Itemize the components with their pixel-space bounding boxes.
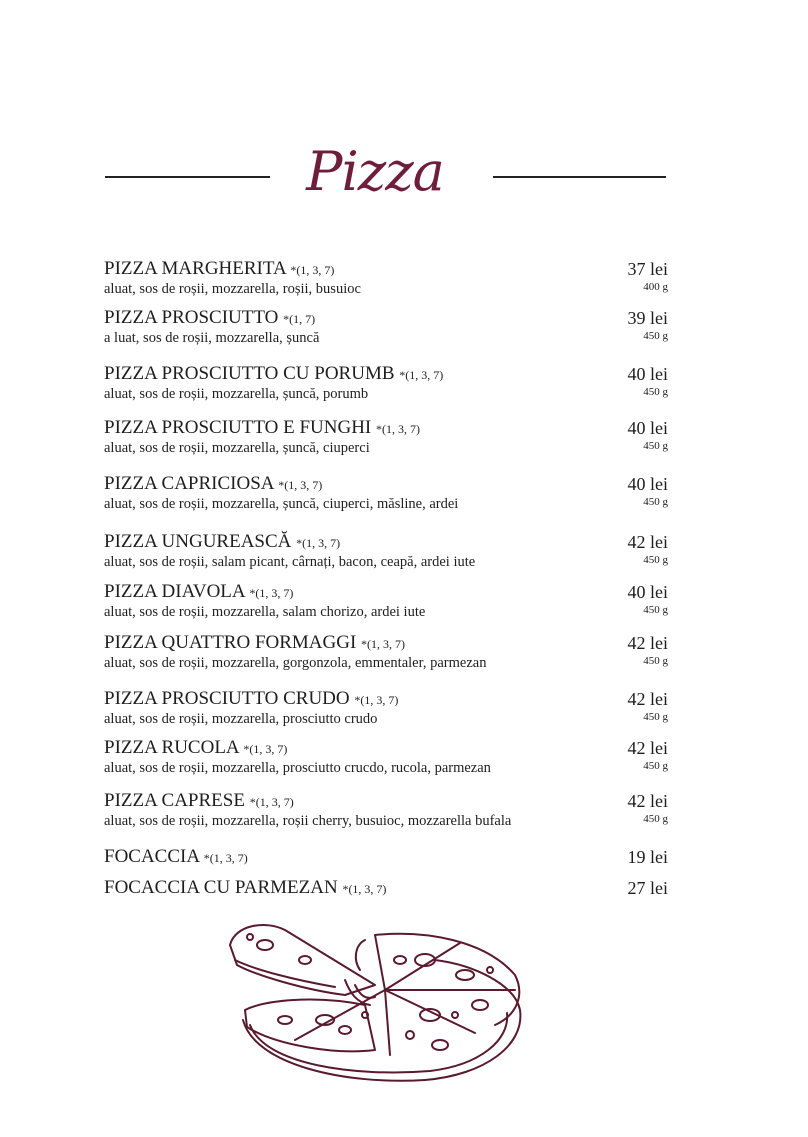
item-price: 42 lei [627, 532, 668, 552]
item-name-row [104, 877, 668, 900]
item-price: 42 lei [627, 633, 668, 653]
menu-item [104, 363, 668, 403]
item-price: 27 lei [627, 878, 668, 898]
item-allergens: *(1, 3, 7) [290, 263, 335, 277]
item-price: 37 lei [627, 259, 668, 279]
item-name-row [104, 363, 668, 386]
item-allergens: *(1, 3, 7) [361, 637, 406, 651]
item-description: a luat, sos de roșii, mozzarella, șuncă [104, 330, 320, 346]
item-description: aluat, sos de roșii, mozzarella, roșii cherry, busuioc, mozzarella bufala [104, 813, 512, 829]
item-price: 42 lei [627, 738, 668, 758]
item-name-row [104, 632, 668, 655]
item-name-row [104, 846, 668, 869]
item-name: PIZZA DIAVOLA [104, 581, 245, 602]
item-price: 42 lei [627, 791, 668, 811]
item-allergens: *(1, 3, 7) [296, 536, 341, 550]
item-allergens: *(1, 3, 7) [376, 422, 421, 436]
item-price: 39 lei [627, 308, 668, 328]
menu-item [104, 307, 668, 347]
item-allergens: *(1, 3, 7) [243, 742, 288, 756]
item-name: PIZZA PROSCIUTTO E FUNGHI [104, 417, 372, 438]
item-weight: 450 g [643, 496, 668, 508]
item-description: aluat, sos de roșii, mozzarella, șuncă, ciuperci [104, 440, 370, 456]
item-name: PIZZA MARGHERITA [104, 258, 286, 279]
item-name: FOCACCIA CU PARMEZAN [104, 877, 338, 898]
title-rule-left [105, 176, 270, 178]
item-name: PIZZA PROSCIUTTO CU PORUMB [104, 363, 395, 384]
item-price: 40 lei [627, 582, 668, 602]
item-name-row [104, 473, 668, 496]
item-name-row [104, 790, 668, 813]
item-weight: 450 g [643, 711, 668, 723]
item-name: PIZZA CAPRICIOSA [104, 473, 274, 494]
menu-item [104, 688, 668, 728]
item-name: FOCACCIA [104, 846, 200, 867]
item-description: aluat, sos de roșii, mozzarella, șuncă, porumb [104, 386, 369, 402]
item-name: PIZZA RUCOLA [104, 737, 239, 758]
item-allergens: *(1, 3, 7) [203, 851, 248, 865]
menu-item [104, 258, 668, 298]
item-name-row [104, 531, 668, 554]
item-weight: 450 g [643, 554, 668, 566]
item-weight: 450 g [643, 386, 668, 398]
item-name: PIZZA CAPRESE [104, 790, 245, 811]
item-allergens: *(1, 7) [283, 312, 316, 326]
item-weight: 400 g [643, 281, 668, 293]
menu-list [104, 258, 668, 900]
item-price: 19 lei [627, 847, 668, 867]
item-name-row [104, 737, 668, 760]
pizza-sketch-icon [225, 915, 525, 1090]
menu-item [104, 877, 668, 900]
item-name: PIZZA PROSCIUTTO [104, 307, 279, 328]
item-description: aluat, sos de roșii, mozzarella, gorgonzola, emmentaler, parmezan [104, 655, 487, 671]
menu-item [104, 632, 668, 672]
item-description: aluat, sos de roșii, mozzarella, prosciutto crudo [104, 711, 378, 727]
item-description: aluat, sos de roșii, mozzarella, roșii, busuioc [104, 281, 361, 297]
item-name: PIZZA QUATTRO FORMAGGI [104, 632, 357, 653]
item-name-row [104, 581, 668, 604]
item-description: aluat, sos de roșii, mozzarella, salam chorizo, ardei iute [104, 604, 426, 620]
item-price: 40 lei [627, 364, 668, 384]
menu-item [104, 737, 668, 777]
item-allergens: *(1, 3, 7) [399, 368, 444, 382]
item-allergens: *(1, 3, 7) [249, 586, 294, 600]
menu-item [104, 473, 668, 513]
item-weight: 450 g [643, 655, 668, 667]
item-name-row [104, 307, 668, 330]
item-weight: 450 g [643, 604, 668, 616]
menu-item [104, 790, 668, 830]
item-description: aluat, sos de roșii, mozzarella, șuncă, ciuperci, măsline, ardei [104, 496, 459, 512]
title-rule-right [493, 176, 666, 178]
item-allergens: *(1, 3, 7) [249, 795, 294, 809]
menu-item [104, 417, 668, 457]
item-weight: 450 g [643, 813, 668, 825]
item-name-row [104, 417, 668, 440]
item-weight: 450 g [643, 760, 668, 772]
item-name-row [104, 688, 668, 711]
item-name-row [104, 258, 668, 281]
item-name: PIZZA UNGUREASCĂ [104, 531, 292, 552]
title-row [0, 140, 808, 220]
menu-item [104, 531, 668, 571]
page-title: Pizza [306, 140, 444, 203]
item-price: 40 lei [627, 474, 668, 494]
item-allergens: *(1, 3, 7) [354, 693, 399, 707]
item-weight: 450 g [643, 330, 668, 342]
item-description: aluat, sos de roșii, salam picant, cârnați, bacon, ceapă, ardei iute [104, 554, 476, 570]
item-allergens: *(1, 3, 7) [278, 478, 323, 492]
item-weight: 450 g [643, 440, 668, 452]
item-allergens: *(1, 3, 7) [342, 882, 387, 896]
menu-item [104, 846, 668, 869]
item-description: aluat, sos de roșii, mozzarella, prosciutto crucdo, rucola, parmezan [104, 760, 491, 776]
item-price: 40 lei [627, 418, 668, 438]
item-name: PIZZA PROSCIUTTO CRUDO [104, 688, 350, 709]
item-price: 42 lei [627, 689, 668, 709]
menu-item [104, 581, 668, 621]
